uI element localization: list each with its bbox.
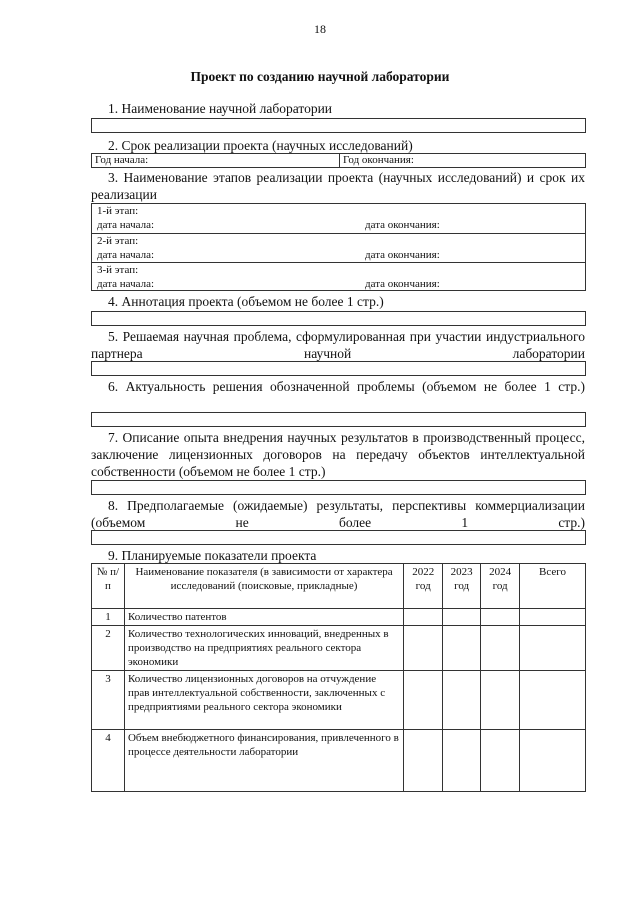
value-cell[interactable] (481, 671, 520, 730)
section-7-heading: 7. Описание опыта внедрения научных результатов в производственный процесс, заключение лицензионных договоров на передачу объектов интеллектуальной собственности (объемом не более 1 стр.) (91, 430, 585, 479)
value-cell[interactable] (443, 609, 481, 626)
value-cell[interactable] (481, 609, 520, 626)
value-cell[interactable] (481, 626, 520, 671)
indicators-table (91, 563, 586, 792)
row-number: 1 (92, 609, 125, 626)
value-cell[interactable] (481, 730, 520, 792)
section-3-heading: 3. Наименование этапов реализации проекта (научных исследований) и срок их реализации (91, 170, 585, 202)
header-2023: 2023 год (443, 564, 481, 609)
section-2-heading: 2. Срок реализации проекта (научных исследований) (108, 138, 413, 153)
page-title: Проект по созданию научной лаборатории (190, 69, 450, 84)
stage-end-date: дата окончания: (365, 249, 440, 261)
stage-name: 1-й этап: (97, 205, 139, 217)
header-num: № п/п (92, 564, 125, 609)
row-number: 2 (92, 626, 125, 671)
table-row (92, 730, 586, 792)
header-name: Наименование показателя (в зависимости от характера исследований (поисковые, прикладные) (124, 564, 403, 609)
value-cell[interactable] (520, 730, 586, 792)
table-row (92, 626, 586, 671)
section-1-heading: 1. Наименование научной лаборатории (108, 101, 333, 116)
stage-name: 3-й этап: (97, 264, 139, 276)
value-cell[interactable] (520, 626, 586, 671)
header-2024: 2024 год (481, 564, 520, 609)
value-cell[interactable] (404, 730, 443, 792)
section-5-heading: 5. Решаемая научная проблема, сформулированная при участии индустриального партнера научной лаборатории (91, 329, 585, 361)
stage-end-date: дата окончания: (365, 278, 440, 290)
section-8-heading: 8. Предполагаемые (ожидаемые) результаты, перспективы коммерциализации (объемом не более 1 стр.) (91, 498, 585, 530)
section-4-heading: 4. Аннотация проекта (объемом не более 1 стр.) (108, 294, 384, 309)
section-8-field[interactable] (91, 530, 586, 545)
header-total: Всего (520, 564, 586, 609)
stage-row[interactable] (92, 262, 585, 292)
row-name: Объем внебюджетного финансирования, привлеченного в процессе деятельности лаборатории (124, 730, 403, 792)
value-cell[interactable] (520, 609, 586, 626)
stage-start-date: дата начала: (97, 249, 155, 261)
stage-start-date: дата начала: (97, 278, 155, 290)
row-number: 3 (92, 671, 125, 730)
section-2-field (91, 153, 586, 168)
stage-row[interactable] (92, 204, 585, 233)
row-name: Количество технологических инноваций, внедренных в производство на предприятиях реального сектора экономики (124, 626, 403, 671)
row-name: Количество лицензионных договоров на отчуждение прав интеллектуальной собственности, заключенных с предприятиями реального сектора экономики (124, 671, 403, 730)
value-cell[interactable] (443, 730, 481, 792)
section-5-field[interactable] (91, 361, 586, 376)
section-1-field[interactable] (91, 118, 586, 133)
stage-row[interactable] (92, 233, 585, 263)
value-cell[interactable] (404, 671, 443, 730)
section-9-heading: 9. Планируемые показатели проекта (108, 548, 317, 563)
start-year-label[interactable]: Год начала: (95, 154, 149, 166)
table-header-row (92, 564, 586, 609)
header-2022: 2022 год (404, 564, 443, 609)
row-name: Количество патентов (124, 609, 403, 626)
table-row (92, 609, 586, 626)
value-cell[interactable] (443, 671, 481, 730)
stage-name: 2-й этап: (97, 235, 139, 247)
section-6-heading: 6. Актуальность решения обозначенной проблемы (объемом не более 1 стр.) (108, 379, 585, 394)
section-4-field[interactable] (91, 311, 586, 326)
value-cell[interactable] (520, 671, 586, 730)
page-number: 18 (314, 22, 326, 36)
value-cell[interactable] (443, 626, 481, 671)
row-number: 4 (92, 730, 125, 792)
value-cell[interactable] (404, 609, 443, 626)
table-row (92, 671, 586, 730)
section-7-field[interactable] (91, 480, 586, 495)
stage-start-date: дата начала: (97, 219, 155, 231)
section-6-field[interactable] (91, 412, 586, 427)
value-cell[interactable] (404, 626, 443, 671)
stage-end-date: дата окончания: (365, 219, 440, 231)
end-year-label[interactable]: Год окончания: (343, 154, 414, 166)
stages-table (91, 203, 586, 291)
